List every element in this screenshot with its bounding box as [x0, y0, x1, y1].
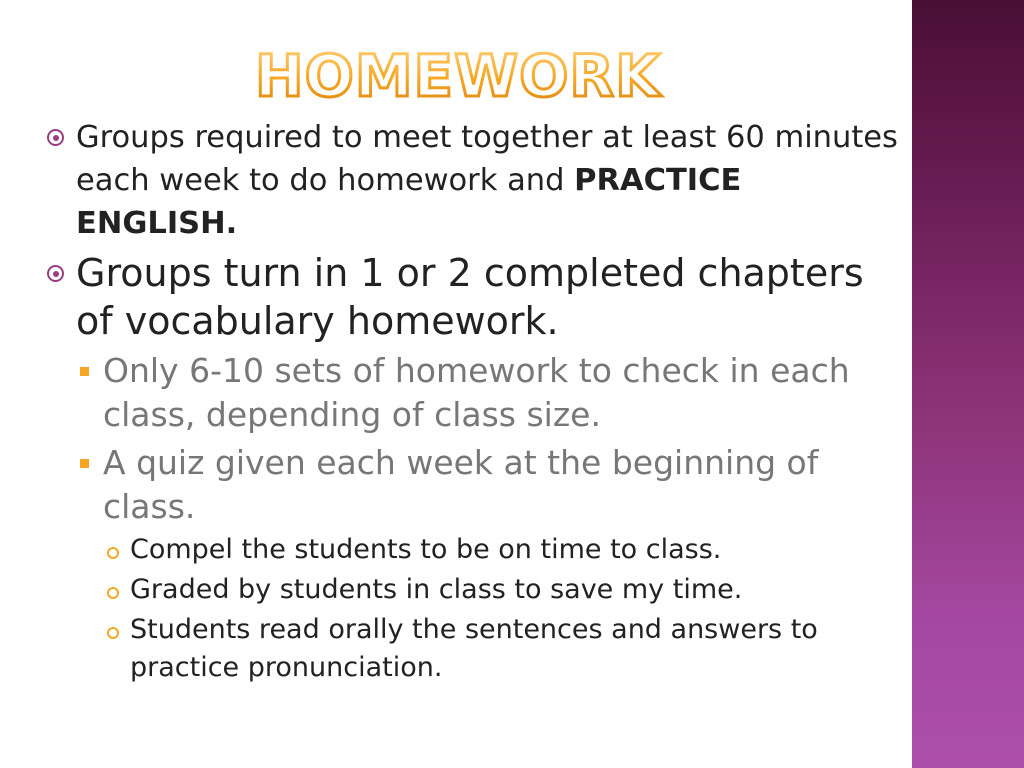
ring-bullet-icon	[107, 627, 119, 639]
sub-bullet-text: Only 6-10 sets of homework to check in each class, depending of class size.	[103, 351, 850, 434]
slide-content	[46, 116, 912, 687]
slide-title-graphic	[254, 40, 662, 110]
circle-bullet-icon	[47, 129, 64, 146]
slide-title	[0, 40, 914, 114]
bullet-groups-turn-in	[46, 249, 912, 345]
sub-bullet-quiz	[46, 441, 912, 529]
bullet-bold-text: PRACTICE ENGLISH.	[76, 163, 742, 241]
sub-bullet-homework-sets	[46, 349, 912, 437]
bullet-groups-meet	[46, 116, 912, 245]
sub-sub-bullet-text: Graded by students in class to save my time.	[130, 574, 743, 605]
ring-bullet-icon	[107, 587, 119, 599]
sub-sub-bullet-read-orally	[46, 611, 912, 687]
sub-sub-bullet-graded	[46, 571, 912, 609]
slide-title-text: HOMEWORK	[254, 42, 662, 110]
decorative-sidebar	[912, 0, 1024, 768]
sub-sub-bullet-text: Compel the students to be on time to class.	[130, 534, 722, 565]
sub-bullet-text: A quiz given each week at the beginning of class.	[103, 443, 819, 526]
circle-bullet-icon	[47, 265, 64, 282]
bullet-text: Groups required to meet together at least 60 minutes each week to do homework and	[76, 120, 898, 198]
sub-sub-bullet-text: Students read orally the sentences and answers to practice pronunciation.	[130, 614, 818, 683]
square-bullet-icon	[80, 367, 89, 376]
bullet-text: Groups turn in 1 or 2 completed chapters of vocabulary homework.	[76, 251, 864, 343]
sub-sub-bullet-on-time	[46, 531, 912, 569]
ring-bullet-icon	[107, 547, 119, 559]
square-bullet-icon	[80, 459, 89, 468]
